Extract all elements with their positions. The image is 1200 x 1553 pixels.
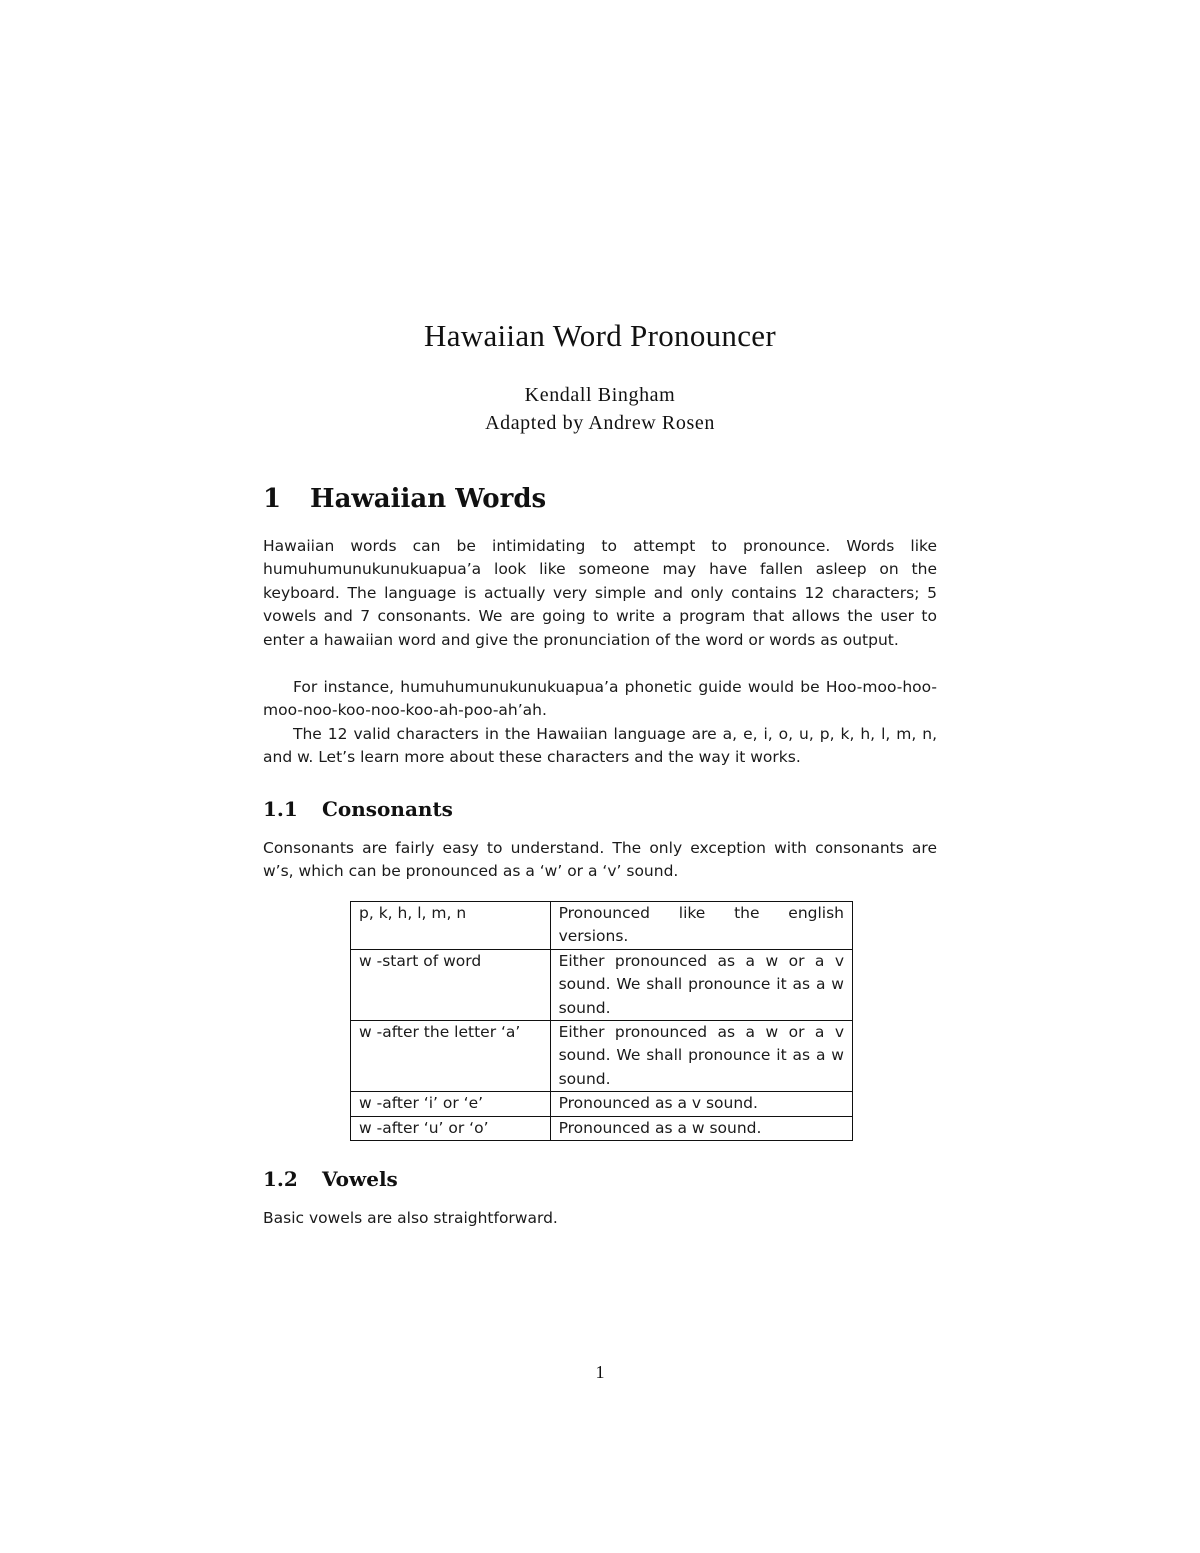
table-row <box>351 949 853 1020</box>
table-row <box>351 902 853 950</box>
table-row <box>351 1021 853 1092</box>
table-cell-pronunciation: Pronounced like the english versions. <box>550 902 852 950</box>
page-number: 1 <box>595 1362 605 1382</box>
table-cell-letter: w -after ‘u’ or ‘o’ <box>351 1116 551 1140</box>
table-cell-letter: w -after ‘i’ or ‘e’ <box>351 1092 551 1116</box>
paragraph-consonants-intro: Consonants are fairly easy to understand. The only exception with consonants are w’s, which can be pronounced as a ‘w’ or a ‘v’ sound. <box>263 839 937 881</box>
subsection-heading-vowels <box>263 1167 398 1191</box>
author-name: Kendall Bingham <box>524 384 676 406</box>
section-number: 1 <box>263 484 282 514</box>
table-cell-pronunciation: Either pronounced as a w or a v sound. We shall pronounce it as a w sound. <box>550 949 852 1020</box>
section-heading-hawaiian-words <box>263 484 546 514</box>
subsection-heading-consonants <box>263 797 453 821</box>
paragraph-intro: Hawaiian words can be intimidating to attempt to pronounce. Words like humuhumunukunukuapua’a look like someone may have fallen asleep on the keyboard. The language is actually very simple and only contains 12 characters; 5 vowels and 7 consonants. We are going to write a program that allows the user to enter a hawaiian word and give the pronunciation of the word or words as output. <box>263 537 937 649</box>
paragraph-phonetic-example: For instance, humuhumunukunukuapua’a phonetic guide would be Hoo-moo-hoo-moo-noo-koo-noo-koo-ah-poo-ah’ah. <box>263 678 937 720</box>
subsection-title: Vowels <box>322 1167 398 1191</box>
section-title: Hawaiian Words <box>310 484 547 514</box>
table-cell-letter: p, k, h, l, m, n <box>351 902 551 950</box>
paragraph-vowels-intro: Basic vowels are also straightforward. <box>263 1209 558 1227</box>
table-row <box>351 1092 853 1116</box>
table-cell-letter: w -start of word <box>351 949 551 1020</box>
consonants-table <box>350 901 853 1141</box>
subsection-title: Consonants <box>322 797 453 821</box>
adapted-by: Adapted by Andrew Rosen <box>485 412 715 434</box>
table-cell-letter: w -after the letter ‘a’ <box>351 1021 551 1092</box>
subsection-number: 1.2 <box>263 1167 298 1191</box>
document-title: Hawaiian Word Pronouncer <box>424 318 776 353</box>
subsection-number: 1.1 <box>263 797 298 821</box>
table-cell-pronunciation: Pronounced as a w sound. <box>550 1116 852 1140</box>
table-cell-pronunciation: Either pronounced as a w or a v sound. We shall pronounce it as a w sound. <box>550 1021 852 1092</box>
table-cell-pronunciation: Pronounced as a v sound. <box>550 1092 852 1116</box>
paragraph-valid-characters: The 12 valid characters in the Hawaiian language are a, e, i, o, u, p, k, h, l, m, n, and w. Let’s learn more about these characters and the way it works. <box>263 725 937 767</box>
table-row <box>351 1116 853 1140</box>
